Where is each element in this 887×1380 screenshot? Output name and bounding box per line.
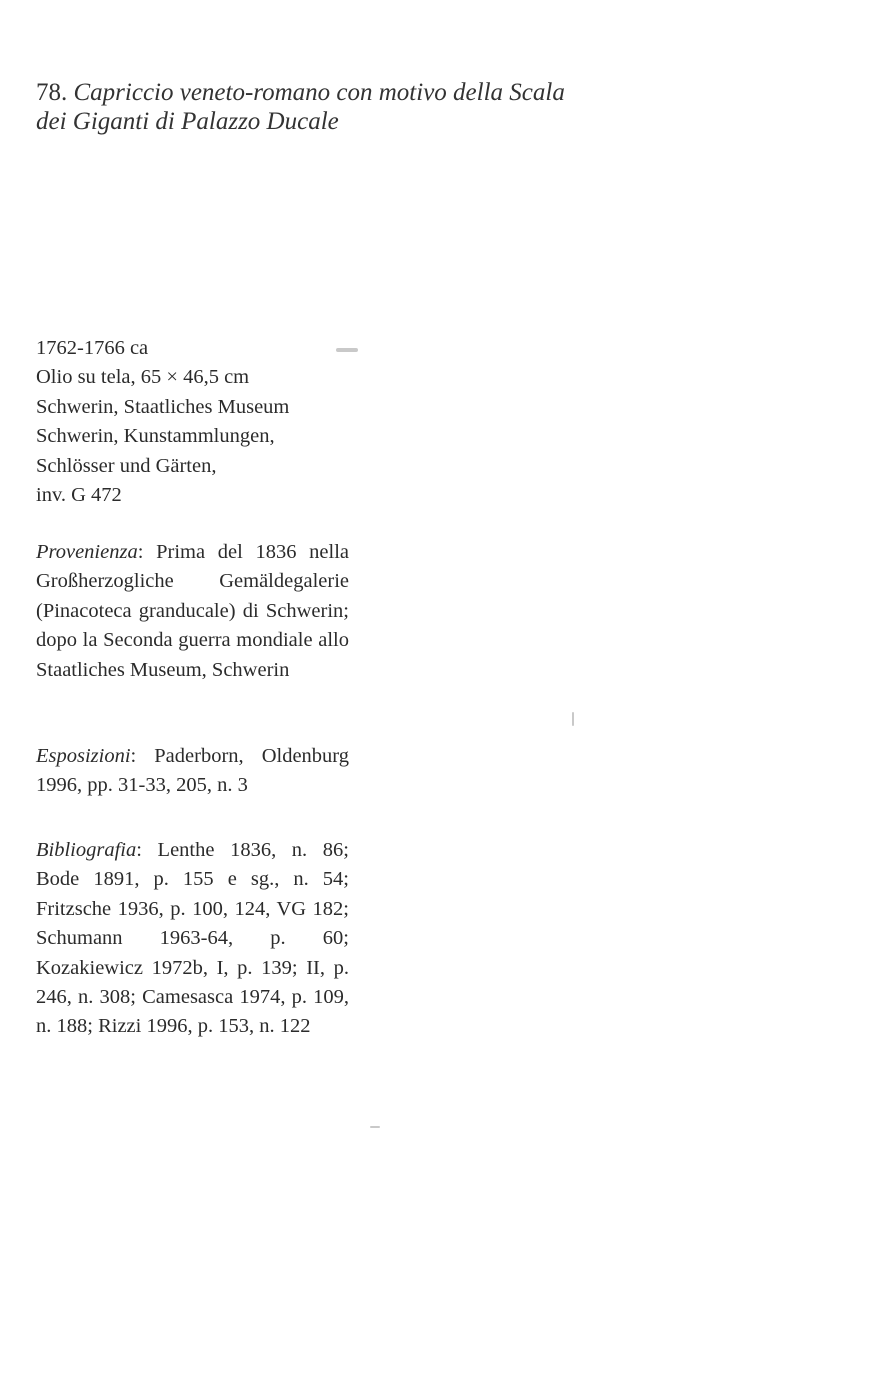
artwork-date: 1762-1766 ca	[36, 337, 149, 359]
provenienza-text: Prima del 1836 nella Großherzogliche Gemäldegalerie (Pinacoteca granducale) di Schwerin; dopo la Seconda guerra mondiale allo Staatliches Museum, Schwerin	[36, 541, 349, 681]
artwork-location-2: Schwerin, Kunstammlungen,	[36, 425, 275, 448]
entry-title-line-2: dei Giganti di Palazzo Ducale	[36, 108, 339, 135]
bibliografia-text: Lenthe 1836, n. 86; Bode 1891, p. 155 e sg., n. 54; Fritzsche 1936, p. 100, 124, VG 182; Schumann 1963-64, p. 60; Kozakiewicz 1972b, I, p. 139; II, p. 246, n. 308; Camesasca 1974, p. 109, n. 188; Rizzi 1996, p. 153, n. 122	[36, 839, 349, 1038]
esposizioni-text: Paderborn, Oldenburg 1996, pp. 31-33, 205, n. 3	[36, 745, 349, 797]
bibliografia-paragraph: Bibliografia: Lenthe 1836, n. 86; Bode 1891, p. 155 e sg., n. 54; Fritzsche 1936, p. 100, 124, VG 182; Schumann 1963-64, p. 60; Kozakiewicz 1972b, I, p. 139; II, p. 246, n. 308; Camesasca 1974, p. 109, n. 188; Rizzi 1996, p. 153, n. 122	[36, 839, 349, 1038]
bibliografia-label: Bibliografia	[36, 839, 137, 861]
esposizioni-paragraph: Esposizioni: Paderborn, Oldenburg 1996, pp. 31-33, 205, n. 3	[36, 745, 349, 797]
scan-speck	[336, 348, 358, 352]
entry-title	[36, 78, 636, 136]
artwork-inventory: inv. G 472	[36, 484, 122, 507]
scan-speck	[572, 712, 574, 726]
artwork-details	[36, 334, 356, 510]
artwork-location-1: Schwerin, Staatliches Museum	[36, 395, 290, 418]
artwork-location-3: Schlösser und Gärten,	[36, 454, 217, 477]
esposizioni-label: Esposizioni	[36, 745, 131, 767]
scan-speck	[370, 1126, 380, 1128]
provenienza-paragraph: Provenienza: Prima del 1836 nella Großherzogliche Gemäldegalerie (Pinacoteca granducale) di Schwerin; dopo la Seconda guerra mondiale allo Staatliches Museum, Schwerin	[36, 541, 349, 681]
provenienza-label: Provenienza	[36, 541, 138, 563]
artwork-medium: Olio su tela, 65 × 46,5 cm	[36, 366, 250, 389]
entry-number: 78.	[36, 79, 68, 106]
entry-title-line-1: Capriccio veneto-romano con motivo della Scala	[73, 79, 565, 106]
